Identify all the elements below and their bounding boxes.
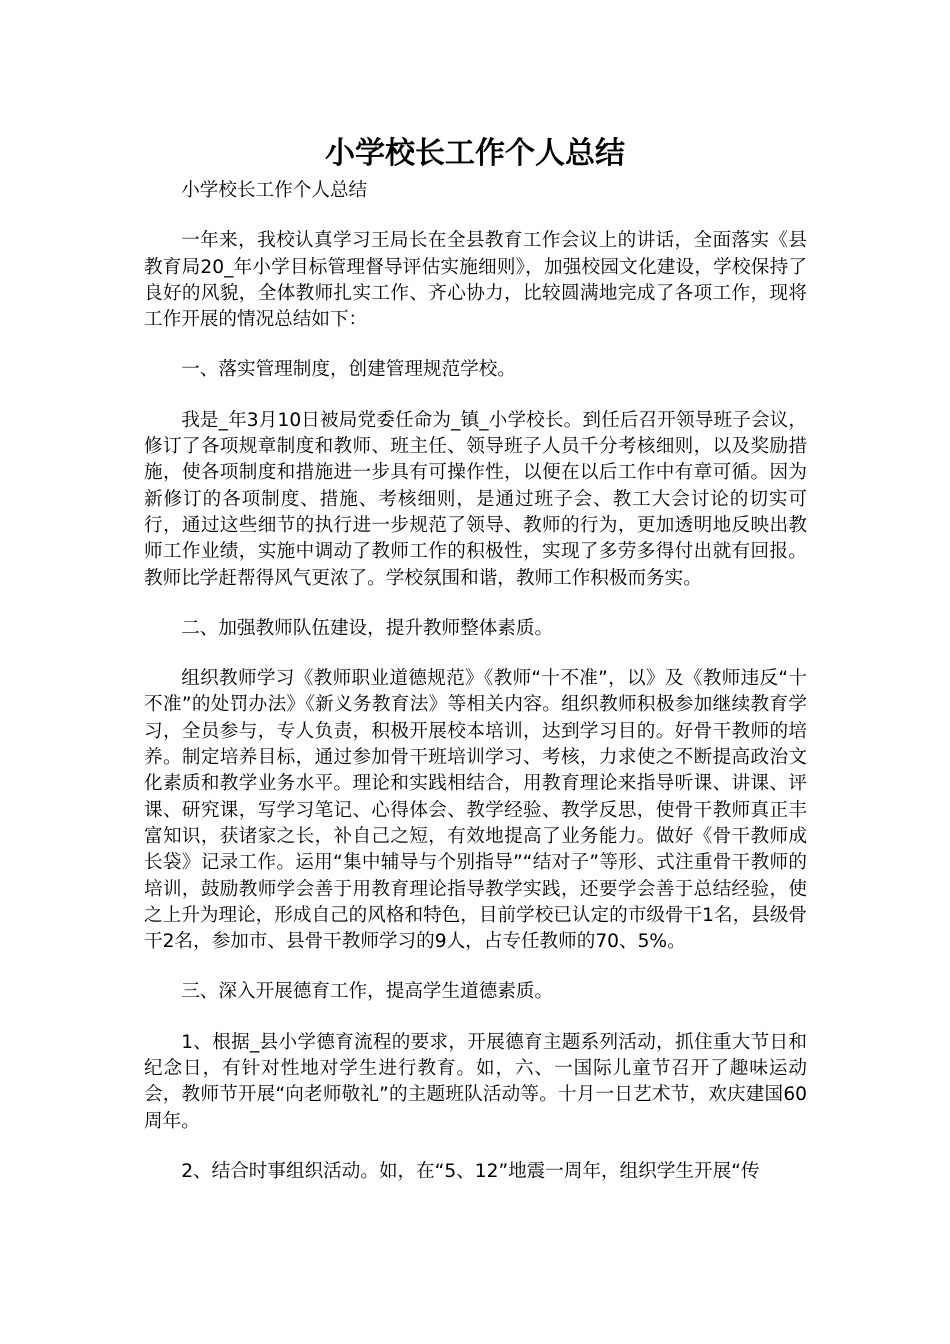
section-heading-2: 二、加强教师队伍建设，提升教师整体素质。 — [181, 617, 554, 639]
section-2-paragraph: 组织教师学习《教师职业道德规范》《教师“十不准”，以》及《教师违反“十不准”的处罚办法》《新义务教育法》等相关内容。组织教师积极参加继续教育学习，全员参与，专人负责，积极开展校本培训，达到学习目的。好骨干教师的培养。制定培养目标，通过参加骨干班培训学习、考核，力求使之不断提高政治文化素质和教学业务水平。理论和实践相结合，用教育理论来指导听课、讲课、评课、研究课，写学习笔记、心得体会、教学经验、教学反思，使骨干教师真正丰富知识，获诸家之长，补自己之短，有效地提高了业务能力。做好《骨干教师成长袋》记录工作。运用“集中辅导与个别指导”“结对子”等形、式注重骨干教师的培训，鼓励教师学会善于用教育理论指导教学实践，还要学会善于总结经验，使之上升为理论，形成自己的风格和特色，目前学校已认定的市级骨干1名，县级骨干2名，参加市、县骨干教师学习的9人，占专任教师的70、5%。 — [144, 668, 807, 953]
section-heading-1: 一、落实管理制度，创建管理规范学校。 — [181, 359, 516, 381]
document-title: 小学校长工作个人总结 — [325, 136, 625, 171]
section-heading-3: 三、深入开展德育工作，提高学生道德素质。 — [181, 981, 554, 1003]
section-3-item-1: 1、根据_县小学德育流程的要求，开展德育主题系列活动，抓住重大节日和纪念日，有针对性地对学生进行教育。如，六、一国际儿童节召开了趣味运动会，教师节开展“向老师敬礼”的主题班队活动等。十月一日艺术节，欢庆建国60周年。 — [144, 1031, 807, 1132]
document-body — [144, 178, 807, 1185]
section-1-paragraph: 我是_年3月10日被局党委任命为_镇_小学校长。到任后召开领导班子会议，修订了各项规章制度和教师、班主任、领导班子人员千分考核细则，以及奖励措施，使各项制度和措施进一步具有可操作性，以便在以后工作中有章可循。因为新修订的各项制度、措施、考核细则，是通过班子会、教工大会讨论的切实可行，通过这些细节的执行进一步规范了领导、教师的行为，更加透明地反映出教师工作业绩，实施中调动了教师工作的积极性，实现了多劳多得付出就有回报。教师比学赶帮得风气更浓了。学校氛围和谐，教师工作积极而务实。 — [144, 409, 807, 589]
intro-paragraph: 一年来，我校认真学习王局长在全县教育工作会议上的讲话，全面落实《县教育局20_年小学目标管理督导评估实施细则》，加强校园文化建设，学校保持了良好的风貌，全体教师扎实工作、齐心协力，比较圆满地完成了各项工作，现将工作开展的情况总结如下： — [144, 230, 807, 331]
section-3-item-2: 2、结合时事组织活动。如，在“5、12”地震一周年，组织学生开展“传 — [181, 1160, 760, 1182]
subtitle-paragraph: 小学校长工作个人总结 — [181, 180, 368, 201]
